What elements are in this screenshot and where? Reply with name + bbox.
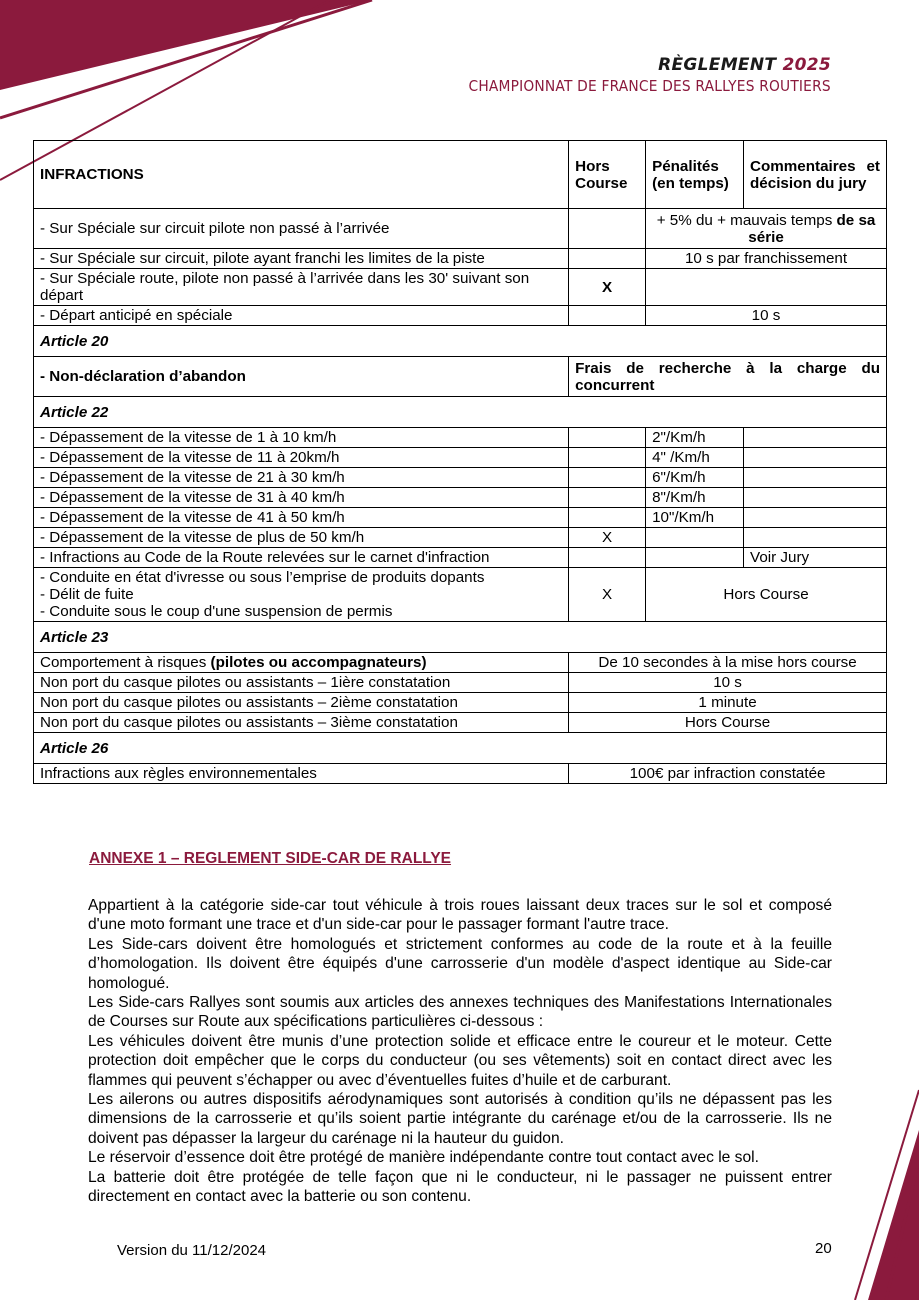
- table-row: [34, 673, 887, 693]
- article-22-heading: Article 22: [34, 397, 887, 428]
- row-label: - Dépassement de la vitesse de 21 à 30 km/h: [34, 468, 569, 488]
- reglement-word: RÈGLEMENT: [658, 55, 777, 75]
- row-label: - Dépassement de la vitesse de plus de 50 km/h: [34, 528, 569, 548]
- annexe-paragraph: Le réservoir d’essence doit être protégé de manière indépendante contre tout contact avec le sol.: [88, 1149, 759, 1167]
- row-label: - Sur Spéciale sur circuit pilote non passé à l’arrivée: [34, 209, 569, 249]
- row-label: - Départ anticipé en spéciale: [34, 306, 569, 326]
- table-header-row: [34, 141, 887, 209]
- reglement-title: [437, 55, 831, 75]
- article-26-heading: Article 26: [34, 733, 887, 764]
- row-label: - Dépassement de la vitesse de 11 à 20km/h: [34, 448, 569, 468]
- article-row: [34, 397, 887, 428]
- table-row: [34, 209, 887, 249]
- annexe-body: [88, 896, 832, 1207]
- row-label: Non port du casque pilotes ou assistants – 3ième constatation: [34, 713, 569, 733]
- annexe-paragraph: La batterie doit être protégée de telle façon que ni le conducteur, ni le passager ne puissent entrer directement en contact avec la batterie ou son contenu.: [88, 1168, 832, 1206]
- row-penalty: 6"/Km/h: [646, 468, 744, 488]
- annexe-paragraph: Les Side-cars doivent être homologués et strictement conformes au code de la route et à la feuille d’homologation. Ils doivent être équipés d'une carrosserie d'un modèle d'aspect identique au Side-car homologué.: [88, 935, 832, 992]
- row-comment: Voir Jury: [744, 548, 887, 568]
- article-20-heading: Article 20: [34, 326, 887, 357]
- row-label: Non port du casque pilotes ou assistants – 2ième constatation: [34, 693, 569, 713]
- row-penalty: 10 s par franchissement: [646, 249, 887, 269]
- row-label: Infractions aux règles environnementales: [34, 764, 569, 784]
- row-label: - Sur Spéciale route, pilote non passé à l’arrivée dans les 30' suivant son départ: [34, 269, 569, 306]
- row-label: [34, 568, 569, 622]
- row-label: Non port du casque pilotes ou assistants – 1ière constatation: [34, 673, 569, 693]
- row-penalty: 10 s: [569, 673, 887, 693]
- row-comment: Hors Course: [646, 568, 887, 622]
- annexe-paragraph: Appartient à la catégorie side-car tout véhicule à trois roues laissant deux traces sur le sol et composé d'une moto formant une trace et d'un side-car pour le passager formant l'autre trace.: [88, 897, 832, 934]
- annexe-title: ANNEXE 1 – REGLEMENT SIDE-CAR DE RALLYE: [89, 850, 452, 867]
- row-penalty: + 5% du + mauvais temps de sa série: [646, 209, 887, 249]
- table-row: [34, 468, 887, 488]
- annexe-paragraph: Les Side-cars Rallyes sont soumis aux articles des annexes techniques des Manifestations Internationales de Courses sur Route aux spécifications particulières ci-dessous :: [88, 994, 832, 1031]
- reglement-year: 2025: [782, 55, 831, 75]
- table-row: [34, 428, 887, 448]
- row-hors-course-mark: X: [569, 269, 646, 306]
- article-row: [34, 622, 887, 653]
- row-label: - Non-déclaration d’abandon: [34, 357, 569, 397]
- table-row: [34, 249, 887, 269]
- infractions-table: [33, 140, 887, 784]
- footer-version: Version du 11/12/2024: [117, 1242, 267, 1259]
- table-row: [34, 448, 887, 468]
- championship-name: CHAMPIONNAT DE FRANCE DES RALLYES ROUTIERS: [468, 77, 831, 95]
- row-label: - Dépassement de la vitesse de 1 à 10 km/h: [34, 428, 569, 448]
- row-hors-course-mark: X: [569, 568, 646, 622]
- table-row: [34, 653, 887, 673]
- row-penalty: De 10 secondes à la mise hors course: [569, 653, 887, 673]
- row-penalty: 10"/Km/h: [646, 508, 744, 528]
- row-penalty: 8"/Km/h: [646, 488, 744, 508]
- document-header: [437, 55, 831, 95]
- header-infractions: INFRACTIONS: [34, 141, 569, 209]
- row-hors-course-mark: X: [569, 528, 646, 548]
- table-row: [34, 488, 887, 508]
- table-row: [34, 269, 887, 306]
- row-label: Comportement à risques (pilotes ou accompagnateurs): [34, 653, 569, 673]
- article-row: [34, 326, 887, 357]
- header-commentaires: Commentaires et décision du jury: [744, 141, 887, 209]
- row-label: - Infractions au Code de la Route relevées sur le carnet d'infraction: [34, 548, 569, 568]
- header-hors-course: Hors Course: [569, 141, 646, 209]
- row-penalty: Hors Course: [569, 713, 887, 733]
- row-label: - Dépassement de la vitesse de 41 à 50 km/h: [34, 508, 569, 528]
- row-penalty: Frais de recherche à la charge du concurrent: [569, 357, 887, 397]
- annexe-paragraph: Les ailerons ou autres dispositifs aérodynamiques sont autorisés à condition qu’ils ne dépassent pas les dimensions de la carrosserie et qu’ils soient partie intégrante du carénage et/ou de la carrosserie. Ils ne doivent pas dépasser la largeur du carénage ni la hauteur du guidon.: [88, 1091, 832, 1147]
- row-label-line: - Conduite en état d'ivresse ou sous l’emprise de produits dopants: [40, 569, 485, 586]
- row-label: - Sur Spéciale sur circuit, pilote ayant franchi les limites de la piste: [34, 249, 569, 269]
- annexe-paragraph: Les véhicules doivent être munis d’une protection solide et efficace entre le coureur et le moteur. Cette protection doit empêcher que le corps du conducteur (ou ses vêtements) soit en contact direct avec les flammes qui peuvent s’échapper ou avec d’éventuelles fuites d’huile et de carburant.: [88, 1032, 832, 1089]
- table-row: [34, 764, 887, 784]
- row-penalty: 100€ par infraction constatée: [569, 764, 887, 784]
- table-row: [34, 693, 887, 713]
- table-row: [34, 548, 887, 568]
- page-number: 20: [815, 1240, 832, 1257]
- table-row: [34, 508, 887, 528]
- table-row: [34, 713, 887, 733]
- table-row: [34, 357, 887, 397]
- row-label-line: - Délit de fuite: [40, 586, 134, 603]
- table-row: [34, 568, 887, 622]
- row-penalty: 10 s: [646, 306, 887, 326]
- header-penalites: Pénalités (en temps): [646, 141, 744, 209]
- table-row: [34, 528, 887, 548]
- row-penalty: 4" /Km/h: [646, 448, 744, 468]
- row-penalty: 1 minute: [569, 693, 887, 713]
- article-23-heading: Article 23: [34, 622, 887, 653]
- row-label-line: - Conduite sous le coup d'une suspension de permis: [40, 603, 393, 620]
- article-row: [34, 733, 887, 764]
- row-penalty: 2"/Km/h: [646, 428, 744, 448]
- table-row: [34, 306, 887, 326]
- row-label: - Dépassement de la vitesse de 31 à 40 km/h: [34, 488, 569, 508]
